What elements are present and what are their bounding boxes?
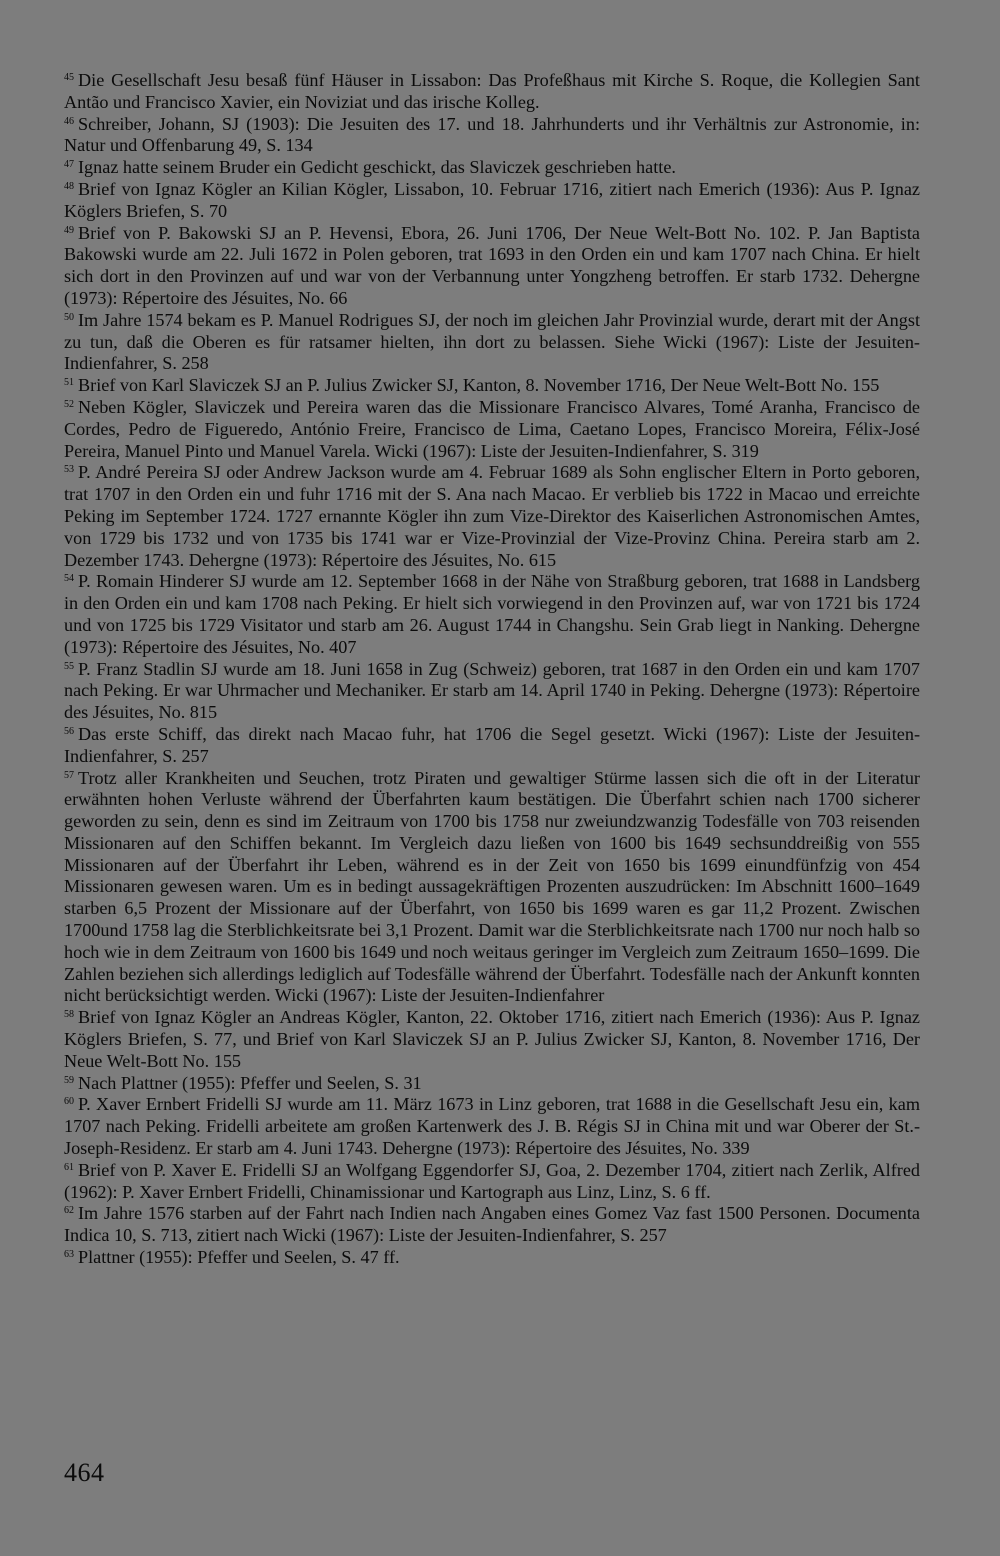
footnote-number: 57 [64, 769, 74, 781]
footnote-number: 49 [64, 224, 74, 236]
footnote-58 [64, 1007, 920, 1072]
footnote-text: P. Franz Stadlin SJ wurde am 18. Juni 1658 in Zug (Schweiz) geboren, trat 1687 in den Orden ein und kam 1707 nach Peking. Er war Uhrmacher und Mechaniker. Er starb am 14. April 1740 in Peking. Dehergne (1973): Répertoire des Jésuites, No. 815 [64, 658, 920, 723]
footnote-text: Brief von Ignaz Kögler an Kilian Kögler, Lissabon, 10. Februar 1716, zitiert nach Emerich (1936): Aus P. Ignaz Köglers Briefen, S. 70 [64, 178, 920, 221]
footnote-text: Das erste Schiff, das direkt nach Macao fuhr, hat 1706 die Segel gesetzt. Wicki (1967): Liste der Jesuiten-Indienfahrer, S. 257 [64, 723, 920, 766]
footnotes-block [64, 70, 920, 1269]
footnote-59 [64, 1073, 920, 1095]
footnote-49 [64, 223, 920, 310]
footnote-number: 53 [64, 464, 74, 476]
footnote-number: 48 [64, 180, 74, 192]
footnote-text: P. André Pereira SJ oder Andrew Jackson wurde am 4. Februar 1689 als Sohn englischer Eltern in Porto geboren, trat 1707 in den Orden ein und fuhr 1716 mit der S. Ana nach Macao. Er verblieb bis 1722 in Macao und erreichte Peking im September 1724. 1727 ernannte Kögler ihn zum Vize-Direktor des Kaiserlichen Astronomischen Amtes, von 1729 bis 1732 und von 1735 bis 1741 war er Vize-Provinzial der Vize-Provinz China. Pereira starb am 2. Dezember 1743. Dehergne (1973): Répertoire des Jésuites, No. 615 [64, 462, 920, 570]
footnote-53 [64, 462, 920, 571]
footnote-text: Brief von Karl Slaviczek SJ an P. Julius Zwicker SJ, Kanton, 8. November 1716, Der Neue Welt-Bott No. 155 [78, 375, 880, 396]
footnote-48 [64, 179, 920, 223]
footnote-text: Brief von P. Bakowski SJ an P. Hevensi, Ebora, 26. Juni 1706, Der Neue Welt-Bott No. 102. P. Jan Baptista Bakowski wurde am 22. Juli 1672 in Polen geboren, trat 1693 in den Orden ein und kam 1707 nach China. Er hielt sich dort in den Provinzen auf und war von der Verbannung unter Yongzheng betroffen. Er starb 1732. Dehergne (1973): Répertoire des Jésuites, No. 66 [64, 222, 920, 308]
footnote-text: Ignaz hatte seinem Bruder ein Gedicht geschickt, das Slaviczek geschrieben hatte. [78, 157, 676, 178]
footnote-61 [64, 1160, 920, 1204]
footnote-number: 47 [64, 159, 74, 171]
footnote-51 [64, 375, 920, 397]
footnote-number: 51 [64, 377, 74, 389]
footnote-number: 50 [64, 311, 74, 323]
footnote-text: Die Gesellschaft Jesu besaß fünf Häuser in Lissabon: Das Profeßhaus mit Kirche S. Roque, die Kollegien Sant Antão und Francisco Xavier, ein Noviziat und das irische Kolleg. [64, 70, 920, 112]
footnote-text: Brief von Ignaz Kögler an Andreas Kögler, Kanton, 22. Oktober 1716, zitiert nach Emerich (1936): Aus P. Ignaz Köglers Briefen, S. 77, und Brief von Karl Slaviczek SJ an P. Julius Zwicker SJ, Kanton, 8. November 1716, Der Neue Welt-Bott No. 155 [64, 1007, 920, 1071]
footnote-text: Neben Kögler, Slaviczek und Pereira waren das die Missionare Francisco Alvares, Tomé Aranha, Francisco de Cordes, Pedro de Figueredo, António Freire, Francisco de Lima, Caetano Lopes, Francisco Moreira, Félix-José Pereira, Manuel Pinto und Manuel Varela. Wicki (1967): Liste der Jesuiten-Indienfahrer, S. 319 [64, 396, 920, 461]
footnote-52 [64, 397, 920, 462]
footnote-number: 46 [64, 115, 74, 127]
footnote-60 [64, 1094, 920, 1159]
footnote-number: 62 [64, 1205, 74, 1217]
footnote-number: 61 [64, 1161, 74, 1173]
footnote-63 [64, 1247, 920, 1269]
footnote-text: Trotz aller Krankheiten und Seuchen, trotz Piraten und gewaltiger Stürme lassen sich die oft in der Literatur erwähnten hohen Verluste während der Überfahrten kaum bestätigen. Die Überfahrt schien nach 1700 sicherer geworden zu sein, denn es sind im Zeitraum von 1700 bis 1758 nur zweiundzwanzig Todesfälle von 703 reisenden Missionaren auf den Schiffen bekannt. Im Vergleich dazu ließen von 1600 bis 1649 sechsunddreißig von 555 Missionaren auf der Überfahrt ihr Leben, während es in der Zeit von 1650 bis 1699 einundfünfzig von 454 Missionaren gewesen waren. Um es in bedingt aussagekräftigen Prozenten auszudrücken: Im Abschnitt 1600–1649 starben 6,5 Prozent der Missionare auf der Überfahrt, von 1650 bis 1699 waren es gar 11,2 Prozent. Zwischen 1700und 1758 lag die Sterblichkeitsrate bei 3,1 Prozent. Damit war die Sterblichkeitsrate nach 1700 nur noch halb so hoch wie in dem Zeitraum von 1600 bis 1649 und noch weitaus geringer im Vergleich zum Zeitraum 1650–1699. Die Zahlen beziehen sich allerdings lediglich auf Todesfälle während der Überfahrt. Todesfälle nach der Ankunft konnten nicht berücksichtigt werden. Wicki (1967): Liste der Jesuiten-Indienfahrer [64, 767, 920, 1006]
footnote-57 [64, 768, 920, 1008]
footnote-number: 58 [64, 1009, 74, 1021]
footnote-number: 45 [64, 72, 74, 83]
footnote-text: P. Romain Hinderer SJ wurde am 12. September 1668 in der Nähe von Straßburg geboren, trat 1688 in Landsberg in den Orden ein und kam 1708 nach Peking. Er hielt sich vorwiegend in den Provinzen auf, war von 1721 bis 1724 und von 1725 bis 1729 Visitator und starb am 26. August 1744 in Changshu. Sein Grab liegt in Nanking. Dehergne (1973): Répertoire des Jésuites, No. 407 [64, 571, 920, 657]
footnote-number: 56 [64, 725, 74, 737]
footnote-text: Im Jahre 1574 bekam es P. Manuel Rodrigues SJ, der noch im gleichen Jahr Provinzial wurde, derart mit der Angst zu tun, daß die Oberen es für ratsamer hielten, ihn dort zu belassen. Siehe Wicki (1967): Liste der Jesuiten-Indienfahrer, S. 258 [64, 309, 920, 374]
footnote-text: Im Jahre 1576 starben auf der Fahrt nach Indien nach Angaben eines Gomez Vaz fast 1500 Personen. Documenta Indica 10, S. 713, zitiert nach Wicki (1967): Liste der Jesuiten-Indienfahrer, S. 257 [64, 1203, 920, 1246]
footnote-text: P. Xaver Ernbert Fridelli SJ wurde am 11. März 1673 in Linz geboren, trat 1688 in die Gesellschaft Jesu ein, kam 1707 nach Peking. Fridelli arbeitete am großen Kartenwerk des J. B. Régis SJ in China mit und war Oberer der St.-Joseph-Residenz. Er starb am 4. Juni 1743. Dehergne (1973): Répertoire des Jésuites, No. 339 [64, 1094, 920, 1159]
page-number: 464 [64, 1458, 105, 1487]
footnote-number: 59 [64, 1074, 74, 1086]
footnote-text: Plattner (1955): Pfeffer und Seelen, S. 47 ff. [78, 1247, 400, 1268]
footnote-45 [64, 70, 920, 114]
footnote-56 [64, 724, 920, 768]
footnote-text: Brief von P. Xaver E. Fridelli SJ an Wolfgang Eggendorfer SJ, Goa, 2. Dezember 1704, zitiert nach Zerlik, Alfred (1962): P. Xaver Ernbert Fridelli, Chinamissionar und Kartograph aus Linz, Linz, S. 6 ff. [64, 1159, 920, 1202]
footnote-number: 63 [64, 1249, 74, 1261]
footnote-text: Schreiber, Johann, SJ (1903): Die Jesuiten des 17. und 18. Jahrhunderts und ihr Verhältnis zur Astronomie, in: Natur und Offenbarung 49, S. 134 [64, 113, 920, 156]
footnote-47 [64, 157, 920, 179]
footnote-54 [64, 571, 920, 658]
footnote-46 [64, 114, 920, 158]
footnote-number: 54 [64, 573, 74, 585]
footnote-number: 52 [64, 398, 74, 410]
footnote-number: 55 [64, 660, 74, 672]
footnote-55 [64, 659, 920, 724]
footnote-50 [64, 310, 920, 375]
footnote-number: 60 [64, 1096, 74, 1108]
footnote-text: Nach Plattner (1955): Pfeffer und Seelen, S. 31 [78, 1072, 422, 1093]
footnote-62 [64, 1203, 920, 1247]
